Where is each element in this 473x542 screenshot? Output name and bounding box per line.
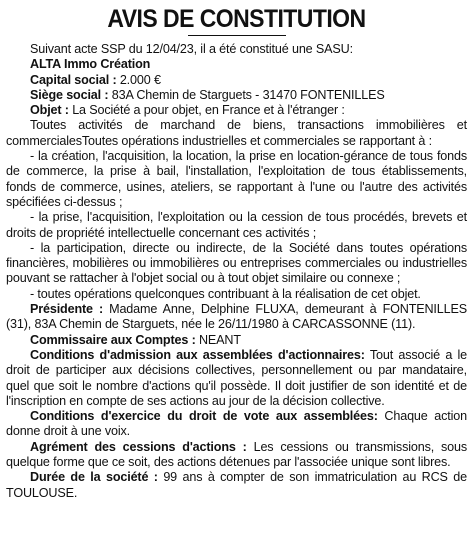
title-underline [188, 35, 286, 36]
vote-value: Chaque action donne droit à une voix. [6, 409, 468, 439]
capital-line [6, 73, 467, 88]
siege-value: 83A Chemin de Starguets - 31470 FONTENILLES [108, 87, 385, 102]
objet-line [6, 103, 467, 118]
objet-item: - la participation, directe ou indirecte, de la Société dans toutes opérations financières, mobilières ou immobilières ou entreprises commerciales ou industrielles pouvant se rattacher à l'objet social ou à tout objet similaire ou connexe ; [6, 240, 467, 286]
duree-label: Durée de la société : [30, 470, 158, 485]
objet-item: - la prise, l'acquisition, l'exploitation ou la cession de tous procédés, brevets et droits de propriété intellectuelle concernant ces activités ; [6, 210, 467, 240]
objet-label: Objet : [30, 103, 69, 118]
capital-value: 2.000 € [116, 72, 161, 87]
objet-item: - toutes opérations quelconques contribuant à la réalisation de cet objet. [30, 286, 421, 301]
notice-body [6, 42, 467, 501]
objet-summary: Toutes activités de marchand de biens, transactions immobilières et commercialesToutes opérations industrielles et commerciales se rapportant à : [6, 118, 467, 148]
admission-value: Tout associé a le droit de participer aux décisions collectives, personnellement ou par mandataire, quel que soit le nombre d'actions qu'il possède. Il doit justifier de son identité et de l'inscription en compte de ses actions au jour de la décision collective. [6, 347, 467, 408]
company-name: ALTA Immo Création [30, 57, 151, 72]
objet-item: - la création, l'acquisition, la location, la prise en location-gérance de tous fonds de commerce, la prise à bail, l'installation, l'exploitation de tous établissements, fonds de commerce, usines, ateliers, se rapportant à l'une ou l'autre des activités spécifiées ci-dessus ; [6, 149, 467, 209]
presidente-label: Présidente : [30, 302, 104, 317]
siege-line [6, 88, 467, 103]
capital-label: Capital social : [30, 72, 117, 87]
duree-line [6, 470, 467, 501]
commissaire-value: NEANT [195, 332, 241, 347]
commissaire-line [6, 333, 467, 348]
agrement-label: Agrément des cessions d'actions : [30, 439, 247, 454]
presidente-value: Madame Anne, Delphine FLUXA, demeurant à FONTENILLES (31), 83A Chemin de Starguets, née le 26/11/1980 à CARCASSONNE (11). [6, 302, 467, 332]
notice-title: AVIS DE CONSTITUTION [107, 5, 366, 33]
vote-label: Conditions d'exercice du droit de vote aux assemblées: [30, 409, 378, 424]
agrement-line [6, 440, 467, 471]
siege-label: Siège social : [30, 87, 109, 102]
objet-value: La Société a pour objet, en France et à l'étranger : [68, 103, 345, 118]
agrement-value: Les cessions ou transmissions, sous quelque forme que ce soit, des actions détenues par l'associée unique sont libres. [6, 439, 467, 470]
admission-label: Conditions d'admission aux assemblées d'actionnaires: [30, 347, 365, 362]
vote-line [6, 409, 467, 440]
duree-value: 99 ans à compter de son immatriculation au RCS de TOULOUSE. [6, 470, 467, 500]
presidente-line [6, 302, 467, 333]
admission-line [6, 348, 467, 409]
intro-text: Suivant acte SSP du 12/04/23, il a été constitué une SASU: [30, 42, 353, 56]
commissaire-label: Commissaire aux Comptes : [30, 332, 196, 347]
